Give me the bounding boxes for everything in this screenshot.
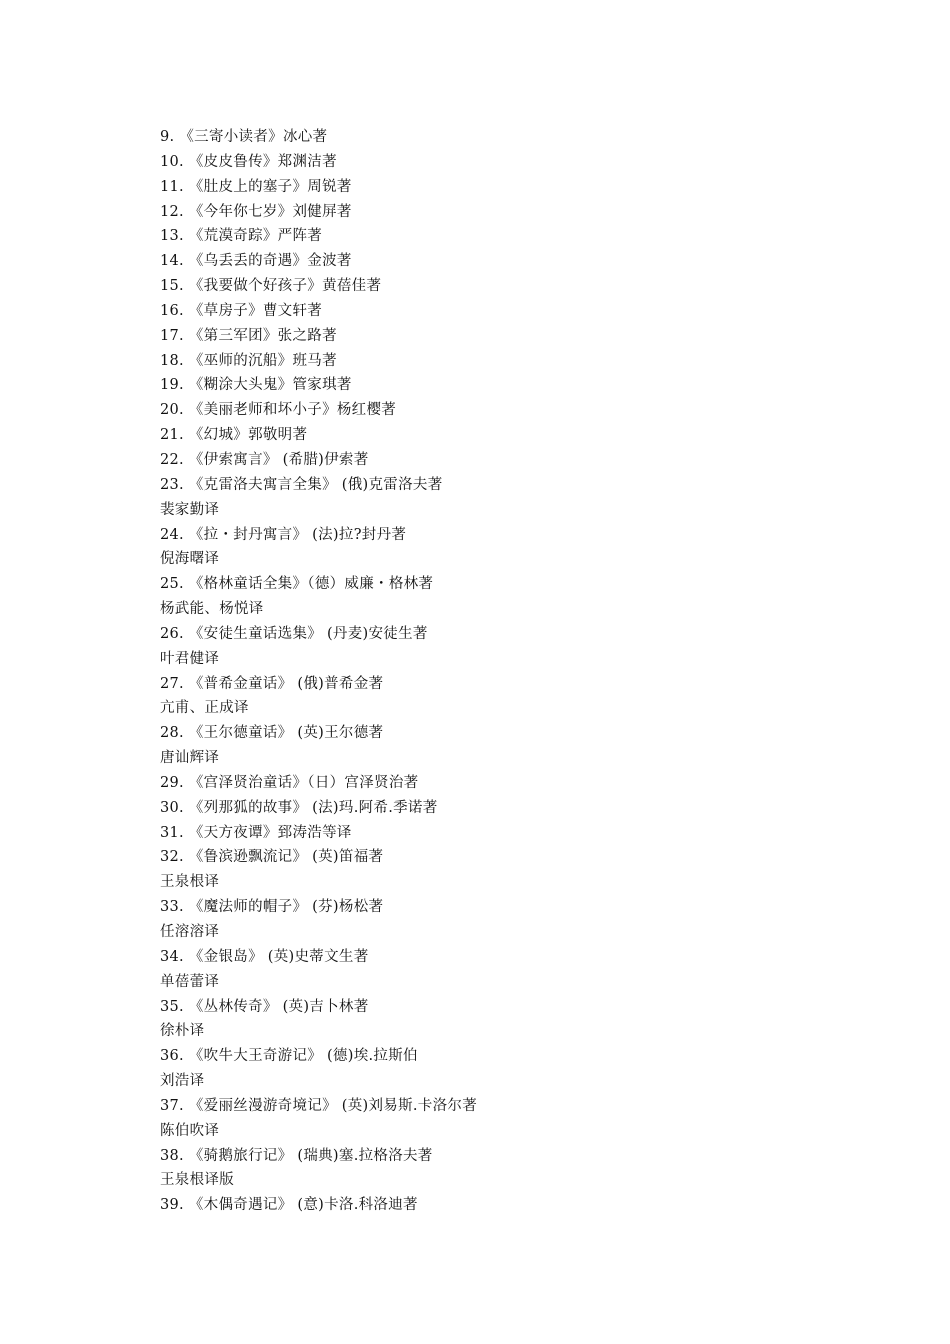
list-item: 37. 《爱丽丝漫游奇境记》 (英)刘易斯.卡洛尔著 <box>160 1097 477 1114</box>
list-item: 39. 《木偶奇遇记》 (意)卡洛.科洛迪著 <box>160 1197 418 1214</box>
list-item: 20. 《美丽老师和坏小子》杨红樱著 <box>160 402 397 419</box>
translator-line: 裴家勤译 <box>160 501 220 518</box>
translator-line: 单蓓蕾译 <box>160 973 220 990</box>
list-item: 12. 《今年你七岁》刘健屏著 <box>160 203 352 220</box>
list-item: 36. 《吹牛大王奇游记》 (德)埃.拉斯伯 <box>160 1048 418 1065</box>
list-item: 17. 《第三军团》张之路著 <box>160 327 337 344</box>
translator-line: 王泉根译 <box>160 874 220 891</box>
list-item: 28. 《王尔德童话》 (英)王尔德著 <box>160 725 384 742</box>
translator-line: 杨武能、杨悦译 <box>160 601 264 618</box>
list-item: 19. 《糊涂大头鬼》管家琪著 <box>160 377 352 394</box>
list-item: 16. 《草房子》曹文轩著 <box>160 302 323 319</box>
document-page <box>160 125 900 1218</box>
translator-line: 刘浩译 <box>160 1073 205 1090</box>
list-item: 10. 《皮皮鲁传》郑渊洁著 <box>160 153 337 170</box>
list-item: 14. 《乌丢丢的奇遇》金波著 <box>160 253 352 270</box>
translator-line: 唐讪辉译 <box>160 750 220 767</box>
list-item: 29. 《宫泽贤治童话》（日）宫泽贤治著 <box>160 774 419 791</box>
list-item: 23. 《克雷洛夫寓言全集》 (俄)克雷洛夫著 <box>160 476 443 493</box>
translator-line: 倪海曙译 <box>160 551 220 568</box>
list-item: 11. 《肚皮上的塞子》周锐著 <box>160 178 352 195</box>
list-item: 31. 《天方夜谭》郅涛浩等译 <box>160 824 352 841</box>
list-item: 27. 《普希金童话》 (俄)普希金著 <box>160 675 384 692</box>
translator-line: 徐朴译 <box>160 1023 205 1040</box>
list-item: 32. 《鲁滨逊飘流记》 (英)笛福著 <box>160 849 384 866</box>
list-item: 38. 《骑鹅旅行记》 (瑞典)塞.拉格洛夫著 <box>160 1147 433 1164</box>
list-item: 21. 《幻城》郭敬明著 <box>160 427 308 444</box>
list-item: 22. 《伊索寓言》 (希腊)伊索著 <box>160 451 369 468</box>
translator-line: 陈伯吹译 <box>160 1122 220 1139</box>
translator-line: 王泉根译版 <box>160 1172 234 1189</box>
list-item: 25. 《格林童话全集》（德）威廉・格林著 <box>160 576 434 593</box>
list-item: 26. 《安徒生童话选集》 (丹麦)安徒生著 <box>160 625 428 642</box>
list-item: 34. 《金银岛》 (英)史蒂文生著 <box>160 948 369 965</box>
translator-line: 任溶溶译 <box>160 924 220 940</box>
list-item: 13. 《荒漠奇踪》严阵著 <box>160 228 323 245</box>
list-item: 33. 《魔法师的帽子》 (芬)杨松著 <box>160 899 384 916</box>
translator-line: 叶君健译 <box>160 650 220 667</box>
list-item: 9. 《三寄小读者》冰心著 <box>160 129 328 145</box>
list-item: 35. 《丛林传奇》 (英)吉卜林著 <box>160 998 369 1015</box>
list-item: 30. 《列那狐的故事》 (法)玛.阿希.季诺著 <box>160 799 438 816</box>
list-item: 15. 《我要做个好孩子》黄蓓佳著 <box>160 278 382 295</box>
list-item: 24. 《拉・封丹寓言》 (法)拉?封丹著 <box>160 526 407 543</box>
list-item: 18. 《巫师的沉船》班马著 <box>160 352 337 369</box>
translator-line: 亢甫、正成译 <box>160 700 249 717</box>
